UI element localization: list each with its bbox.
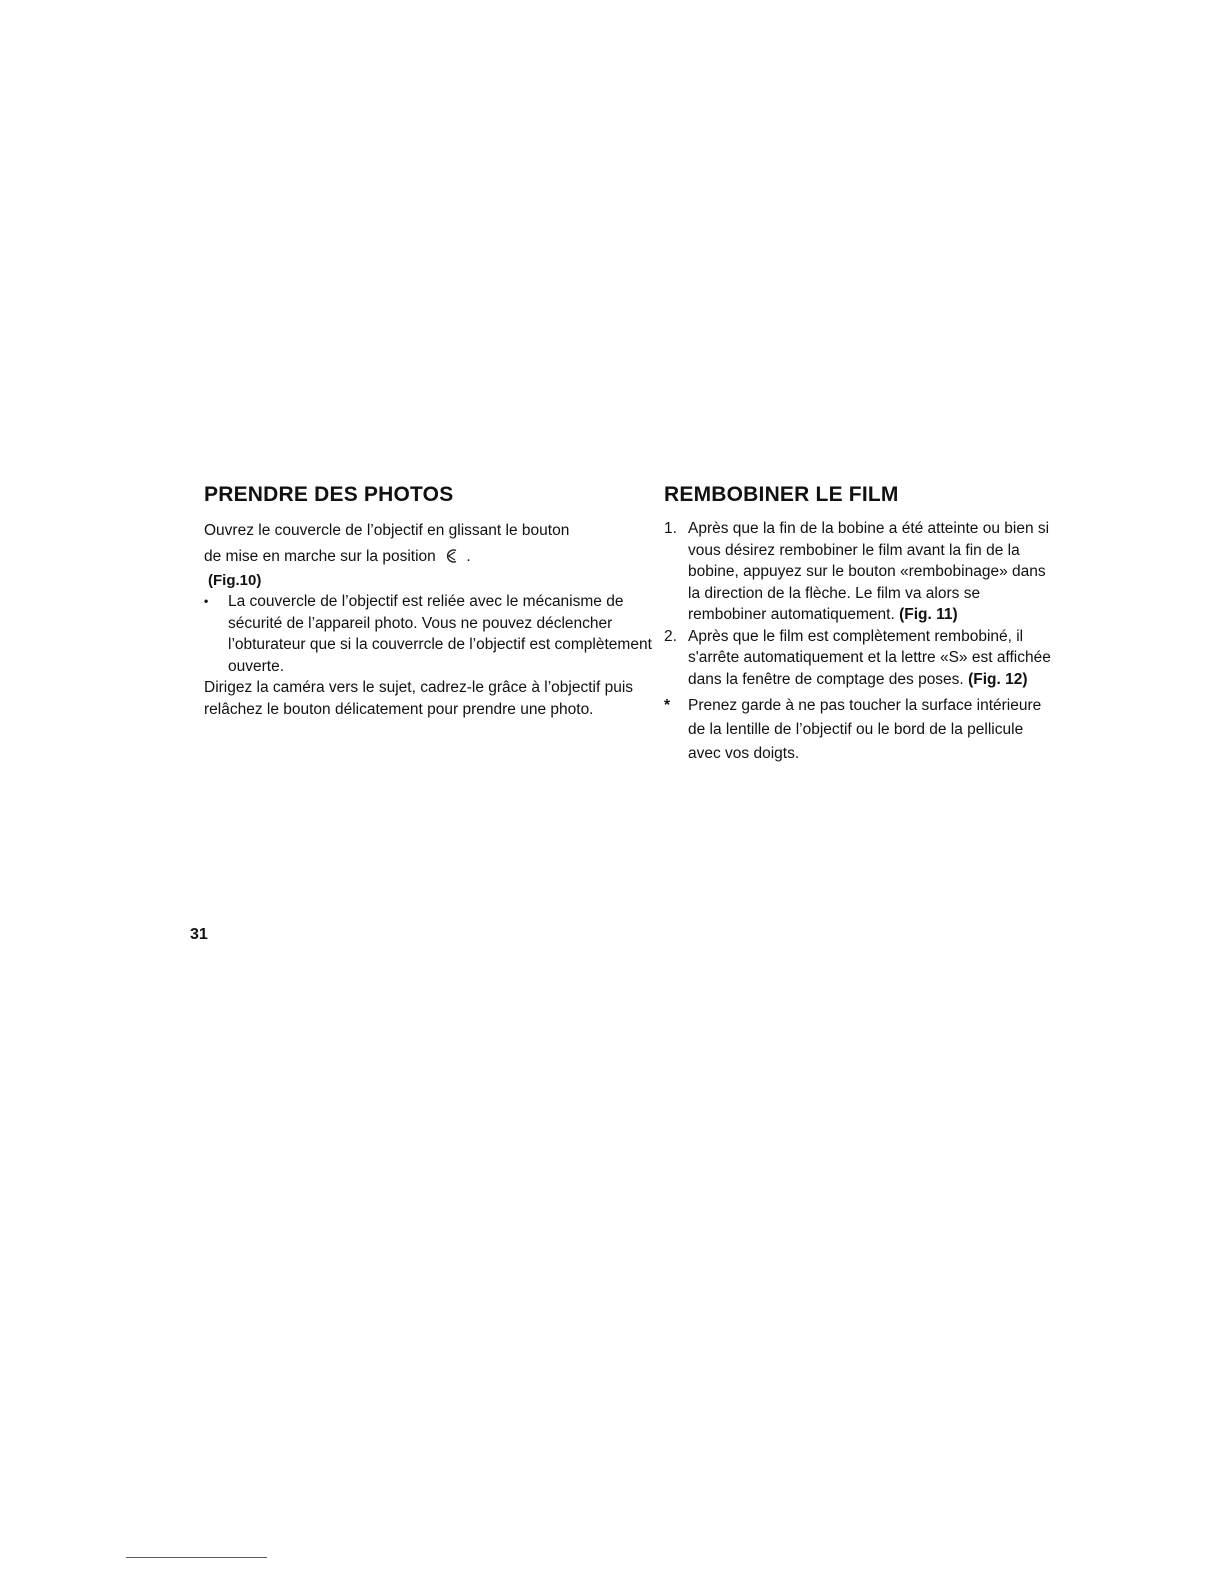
section-body [664,518,1054,766]
item-text: Après que la fin de la bobine a été atteinte ou bien si vous désirez rembobiner le film avant la fin de la bobine, appuyez sur le bouton «rembobinage» dans la direction de la flèche. Le film va alors se rembobiner automatiquement. [688,520,1050,623]
caution-note [664,694,1054,766]
safety-bullet [204,591,654,677]
fig-10-reference: (Fig.10) [208,572,262,589]
fig-12-reference: (Fig. 12) [968,670,1028,688]
section-heading: REMBOBINER LE FILM [664,483,899,506]
note-marker: * [664,697,671,714]
fig-11-reference: (Fig. 11) [899,606,958,623]
list-item [664,518,1054,626]
bullet-marker: • [204,594,209,608]
closing-paragraph: Dirigez la caméra vers le sujet, cadrez-le grâce à l’objectif puis relâchez le bouton délicatement pour prendre une photo. [204,679,634,718]
note-text: Prenez garde à ne pas toucher la surface intérieure de la lentille de l’objectif ou le bord de la pellicule avec vos doigts. [688,697,1042,762]
intro-paragraph [204,518,654,570]
section-body [204,518,654,720]
footer-divider [126,1557,267,1558]
section-heading: PRENDRE DES PHOTOS [204,483,454,506]
page-number: 31 [190,926,208,943]
list-number: 2. [664,627,677,645]
bullet-text: La couvercle de l’objectif est reliée avec le mécanisme de sécurité de l’appareil photo. Vous ne pouvez déclencher l’obturateur que si la couverrcle de l’objectif est complètement ouverte. [228,593,652,675]
list-text [688,518,1054,626]
list-text [688,626,1054,691]
section-prendre-des-photos [204,482,654,720]
section-rembobiner-le-film [664,482,1054,766]
item-text: Après que le film est complètement rembobiné, il s'arrête automatiquement et la lettre «S» est affichée dans la fenêtre de comptage des poses. [688,627,1051,688]
intro-line-1: Ouvrez le couvercle de l’objectif en glissant le bouton [204,522,570,539]
power-position-icon [442,547,462,563]
intro-line-2: de mise en marche sur la position [204,548,436,565]
list-item [664,626,1054,691]
list-number: 1. [664,520,677,537]
intro-punctuation: . [466,548,471,565]
